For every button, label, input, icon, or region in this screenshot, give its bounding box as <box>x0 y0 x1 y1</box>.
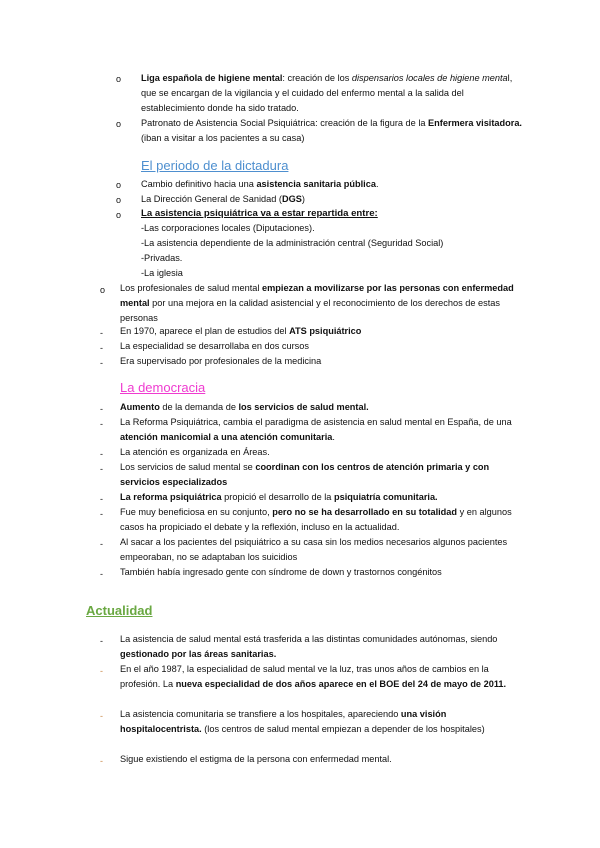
dash-marker: - <box>100 358 103 368</box>
list-item: La asistencia psiquiátrica va a estar repartida entre: <box>141 208 378 219</box>
bullet-marker: o <box>100 285 106 295</box>
dash-marker: - <box>100 509 103 519</box>
list-item: Patronato de Asistencia Social Psiquiátrica: creación de la figura de la Enfermera visitadora. (iban a visitar a los pacientes a su casa) <box>141 118 522 143</box>
dash-marker: - <box>100 569 103 579</box>
dash-marker: - <box>100 464 103 474</box>
bullet-marker: o <box>116 119 122 129</box>
dash-marker: - <box>100 404 103 414</box>
sub-item: -Las corporaciones locales (Diputaciones). <box>141 223 315 233</box>
dash-marker: - <box>100 449 103 459</box>
sub-item: -La iglesia <box>141 268 183 278</box>
dash-marker: - <box>100 328 103 338</box>
sub-item: -Privadas. <box>141 253 183 263</box>
list-item: Cambio definitivo hacia una asistencia sanitaria pública. <box>141 179 379 189</box>
dash-marker: - <box>100 756 103 766</box>
list-item: Los servicios de salud mental se coordinan con los centros de atención primaria y con servicios especializados <box>120 462 490 487</box>
dash-marker: - <box>100 636 103 646</box>
list-item: Aumento de la demanda de los servicios de salud mental. <box>120 402 369 412</box>
list-item: En el año 1987, la especialidad de salud mental ve la luz, tras unos años de cambios en la profesión. La nueva especialidad de dos años aparece en el BOE del 24 de mayo de 2011. <box>120 664 507 689</box>
dash-marker: - <box>100 419 103 429</box>
list-item: Sigue existiendo el estigma de la persona con enfermedad mental. <box>120 754 392 764</box>
list-item: Era supervisado por profesionales de la medicina <box>120 356 322 366</box>
dash-marker: - <box>100 711 103 721</box>
dash-marker: - <box>100 539 103 549</box>
bullet-marker: o <box>116 195 122 205</box>
dash-marker: - <box>100 494 103 504</box>
list-item: Fue muy beneficiosa en su conjunto, pero no se ha desarrollado en su totalidad y en algunos casos ha propiciado el debate y la reflexión, incluso en la actualidad. <box>120 507 512 532</box>
list-item: Los profesionales de salud mental empiezan a movilizarse por las personas con enfermedad mental por una mejora en la calidad asistencial y el reconocimiento de los derechos de estas personas <box>120 283 514 323</box>
list-item: La atención es organizada en Áreas. <box>120 447 270 457</box>
list-item: En 1970, aparece el plan de estudios del ATS psiquiátrico <box>120 326 362 336</box>
bullet-marker: o <box>116 210 122 220</box>
sub-item: -La asistencia dependiente de la administración central (Seguridad Social) <box>141 238 444 248</box>
list-item: La Reforma Psiquiátrica, cambia el paradigma de asistencia en salud mental en España, de una atención manicomial a una atención comunitaria. <box>120 417 512 442</box>
section-heading: La democracia <box>120 380 206 395</box>
bullet-marker: o <box>116 180 122 190</box>
bullet-marker: o <box>116 74 122 84</box>
list-item: Liga española de higiene mental: creación de los dispensarios locales de higiene mental, que se encargan de la vigilancia y el cuidado del enfermo mental a la salida del establecimiento donde ha sido tratado. <box>141 73 513 113</box>
list-item: La Dirección General de Sanidad (DGS) <box>141 194 305 204</box>
list-item: La asistencia comunitaria se transfiere a los hospitales, apareciendo una visión hospitalocentrista. (los centros de salud mental empiezan a depender de los hospitales) <box>120 709 485 734</box>
section-heading: Actualidad <box>86 603 153 618</box>
list-item: Al sacar a los pacientes del psiquiátrico a su casa sin los medios necesarios algunos pacientes empeoraban, no se adaptaban los suicidios <box>120 537 508 562</box>
list-item: La especialidad se desarrollaba en dos cursos <box>120 341 309 351</box>
list-item: También había ingresado gente con síndrome de down y trastornos congénitos <box>120 567 442 577</box>
dash-marker: - <box>100 343 103 353</box>
dash-marker: - <box>100 666 103 676</box>
section-heading: El periodo de la dictadura <box>141 158 289 173</box>
list-item: La asistencia de salud mental está trasferida a las distintas comunidades autónomas, siendo gestionado por las áreas sanitarias. <box>120 634 498 659</box>
list-item: La reforma psiquiátrica propició el desarrollo de la psiquiatría comunitaria. <box>120 492 438 502</box>
